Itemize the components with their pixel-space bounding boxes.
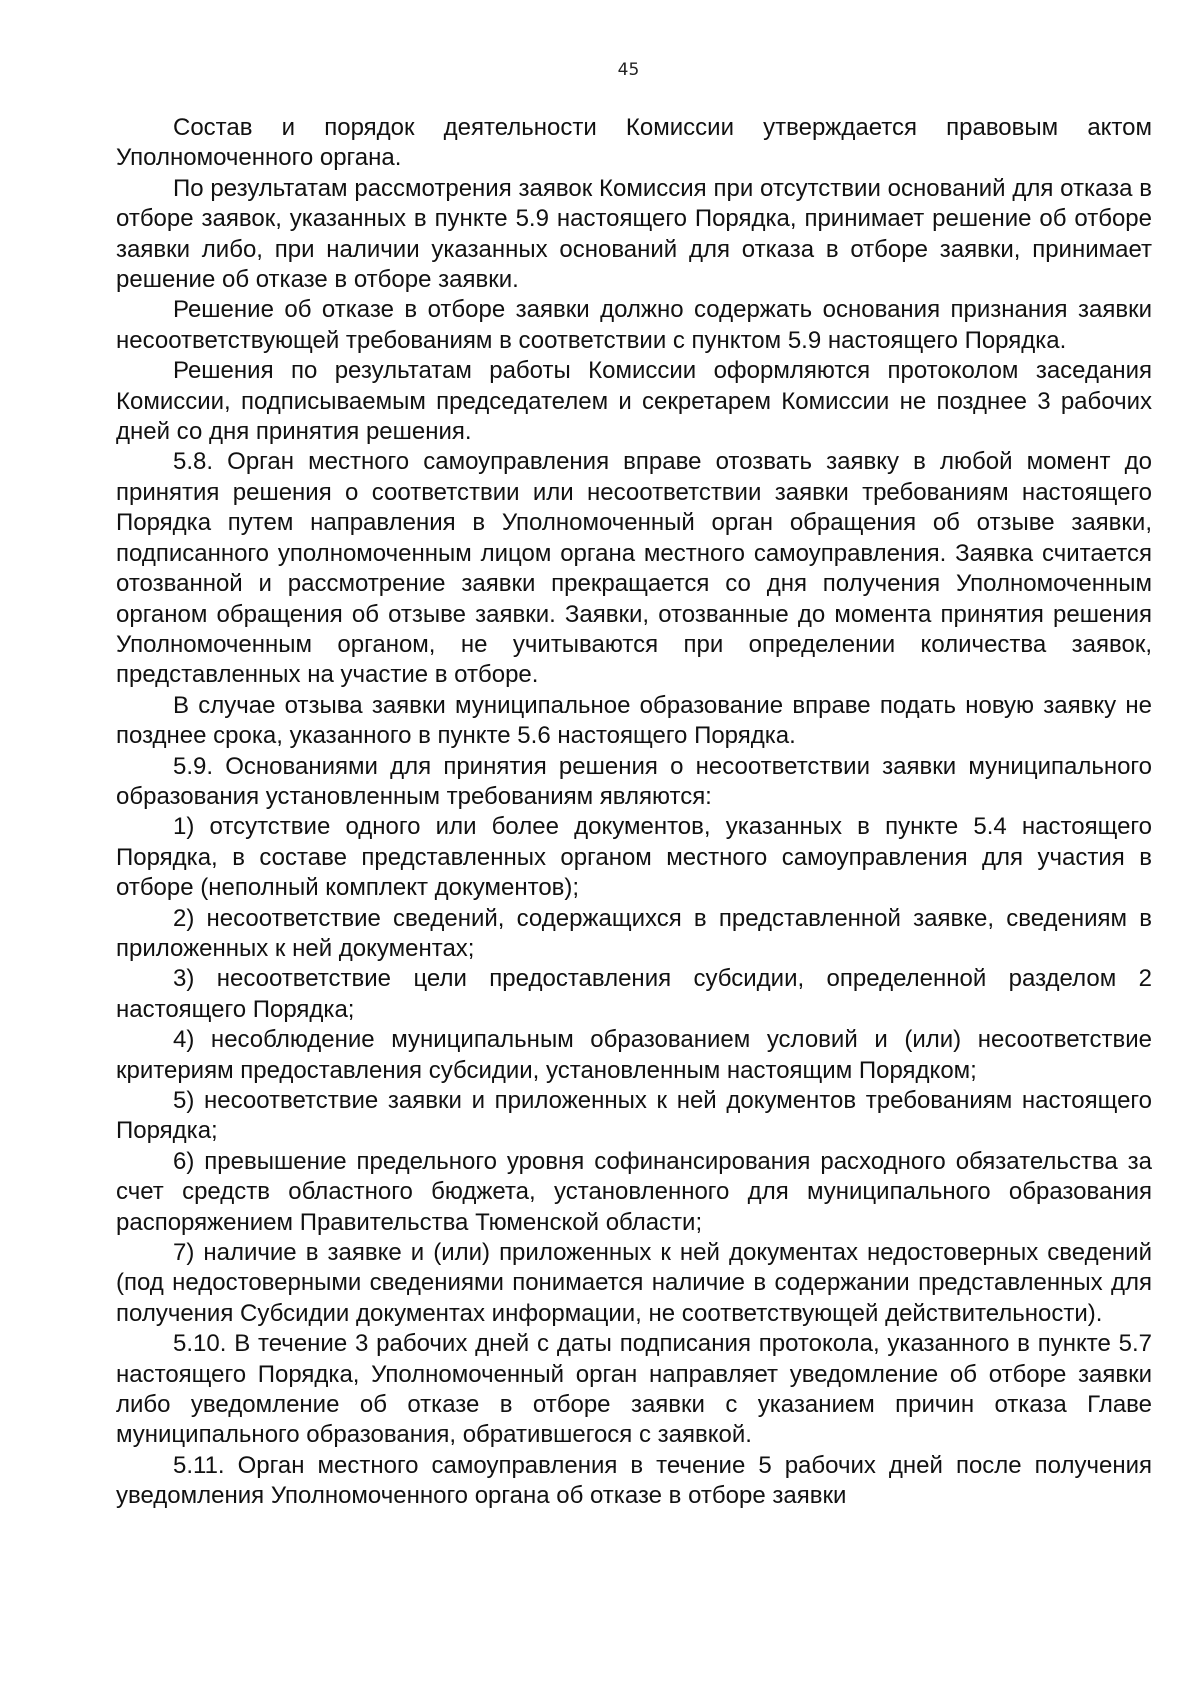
list-item-7: 7) наличие в заявке и (или) приложенных к ней документах недостоверных сведений (под недостоверными сведениями понимается наличие в содержании представленных для получения Субсидии документах информации, не соответствующей действительности). (116, 1239, 1152, 1327)
paragraph-protocol: Решения по результатам работы Комиссии оформляются протоколом заседания Комиссии, подписываемым председателем и секретарем Комиссии не позднее 3 рабочих дней со дня принятия решения. (116, 357, 1152, 446)
list-item-4: 4) несоблюдение муниципальным образованием условий и (или) несоответствие критериям предоставления субсидии, установленным настоящим Порядком; (116, 1026, 1152, 1084)
paragraph-clause-5-8: 5.8. Орган местного самоуправления вправе отозвать заявку в любой момент до принятия решения о соответствии или несоответствии заявки требованиям настоящего Порядка путем направления в Уполномоченный орган обращения об отзыве заявки, подписанного уполномоченным лицом органа местного самоуправления. Заявка считается отозванной и рассмотрение заявки прекращается со дня получения Уполномоченным органом обращения об отзыве заявки. Заявки, отозванные до момента принятия решения Уполномоченным органом, не учитываются при определении количества заявок, представленных на участие в отборе. (116, 448, 1152, 689)
list-item-5: 5) несоответствие заявки и приложенных к ней документов требованиям настоящего Порядка; (116, 1087, 1152, 1145)
paragraph-clause-5-11: 5.11. Орган местного самоуправления в течение 5 рабочих дней после получения уведомления Уполномоченного органа об отказе в отборе заявки (116, 1451, 1152, 1510)
paragraph-withdrawal-resubmit: В случае отзыва заявки муниципальное образование вправе подать новую заявку не позднее срока, указанного в пункте 5.6 настоящего Порядка. (116, 691, 1152, 750)
paragraph-refusal-decision: Решение об отказе в отборе заявки должно содержать основания признания заявки несоответствующей требованиям в соответствии с пунктом 5.9 настоящего Порядка. (116, 296, 1152, 354)
list-item-1: 1) отсутствие одного или более документов, указанных в пункте 5.4 настоящего Порядка, в составе представленных органом местного самоуправления для участия в отборе (неполный комплект документов); (116, 813, 1152, 902)
list-item-6: 6) превышение предельного уровня софинансирования расходного обязательства за счет средств областного бюджета, установленного для муниципального образования распоряжением Правительства Тюменской области; (116, 1147, 1152, 1236)
paragraph-composition: Состав и порядок деятельности Комиссии утверждается правовым актом Уполномоченного органа. (116, 114, 1152, 172)
document-body (116, 113, 1152, 1512)
paragraph-clause-5-10: 5.10. В течение 3 рабочих дней с даты подписания протокола, указанного в пункте 5.7 настоящего Порядка, Уполномоченный орган направляет уведомление об отборе заявки либо уведомление об отказе в отборе заявки с указанием причин отказа Главе муниципального образования, обратившегося с заявкой. (116, 1330, 1152, 1449)
list-item-3: 3) несоответствие цели предоставления субсидии, определенной разделом 2 настоящего Порядка; (116, 965, 1152, 1023)
paragraph-clause-5-9: 5.9. Основаниями для принятия решения о несоответствии заявки муниципального образования установленным требованиям являются: (116, 752, 1152, 810)
list-item-2: 2) несоответствие сведений, содержащихся в представленной заявке, сведениям в приложенных к ней документах; (116, 904, 1152, 962)
page-number: 45 (617, 60, 640, 80)
paragraph-review-results: По результатам рассмотрения заявок Комиссия при отсутствии оснований для отказа в отборе заявок, указанных в пункте 5.9 настоящего Порядка, принимает решение об отборе заявки либо, при наличии указанных оснований для отказа в отборе заявки, принимает решение об отказе в отборе заявки. (116, 174, 1152, 294)
